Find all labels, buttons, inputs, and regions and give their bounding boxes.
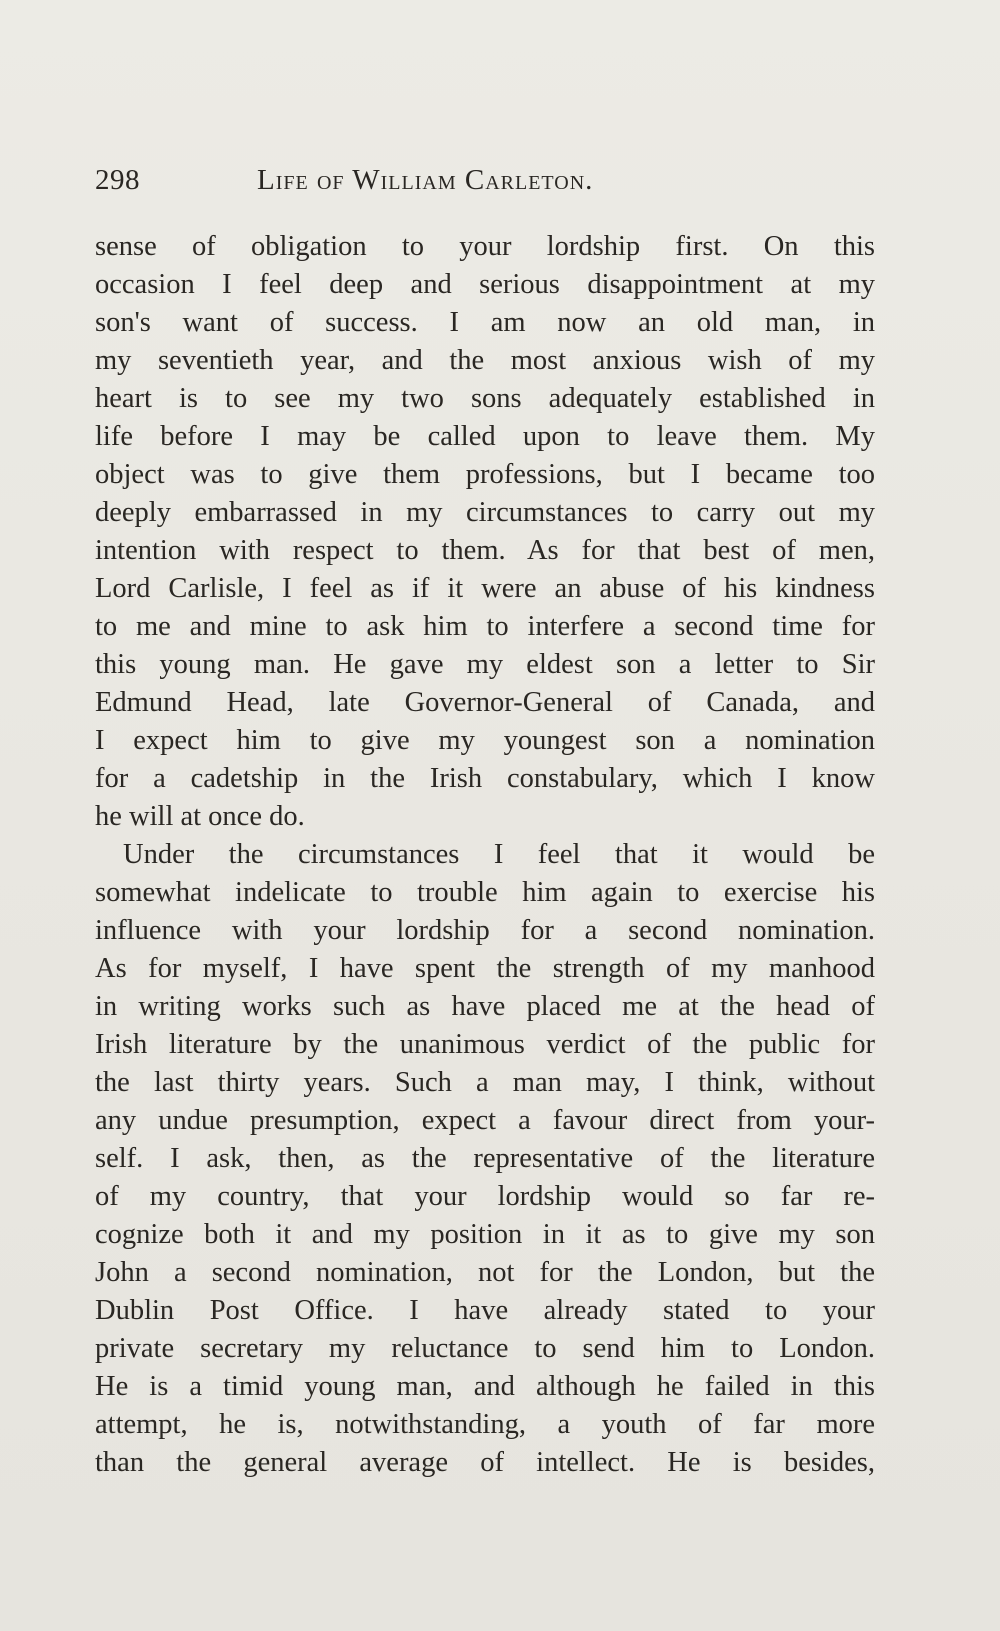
page-number: 298 [95,164,140,196]
text-line: any undue presumption, expect a favour direct from your- [95,1105,875,1136]
text-line: attempt, he is, notwithstanding, a youth of far more [95,1409,875,1440]
text-line: John a second nomination, not for the London, but the [95,1257,875,1288]
text-line: private secretary my reluctance to send him to London. [95,1333,875,1364]
text-line: Lord Carlisle, I feel as if it were an abuse of his kindness [95,573,875,604]
running-title: Life of William Carleton. [257,164,594,196]
text-line: As for myself, I have spent the strength of my manhood [95,953,875,984]
text-line: life before I may be called upon to leave them. My [95,421,875,452]
paragraph-1 [95,228,875,836]
text-line: Under the circumstances I feel that it would be [123,839,875,870]
text-line: to me and mine to ask him to interfere a second time for [95,611,875,642]
running-head [95,164,715,204]
text-line: he will at once do. [95,801,305,832]
text-line: self. I ask, then, as the representative of the literature [95,1143,875,1174]
text-line: my seventieth year, and the most anxious wish of my [95,345,875,376]
text-line: sense of obligation to your lordship first. On this [95,231,875,262]
text-line: Dublin Post Office. I have already stated to your [95,1295,875,1326]
text-line: the last thirty years. Such a man may, I think, without [95,1067,875,1098]
text-line: son's want of success. I am now an old man, in [95,307,875,338]
text-line: in writing works such as have placed me at the head of [95,991,875,1022]
text-line: intention with respect to them. As for that best of men, [95,535,875,566]
text-line: deeply embarrassed in my circumstances to carry out my [95,497,875,528]
text-line: object was to give them professions, but I became too [95,459,875,490]
text-line: of my country, that your lordship would so far re- [95,1181,875,1212]
text-line: heart is to see my two sons adequately established in [95,383,875,414]
paragraph-2 [95,836,875,1482]
text-line: occasion I feel deep and serious disappointment at my [95,269,875,300]
text-line: Irish literature by the unanimous verdict of the public for [95,1029,875,1060]
text-line: influence with your lordship for a second nomination. [95,915,875,946]
text-line: this young man. He gave my eldest son a letter to Sir [95,649,875,680]
text-line: Edmund Head, late Governor-General of Canada, and [95,687,875,718]
text-line: He is a timid young man, and although he failed in this [95,1371,875,1402]
text-line: than the general average of intellect. He is besides, [95,1447,875,1478]
text-line: somewhat indelicate to trouble him again to exercise his [95,877,875,908]
text-line: I expect him to give my youngest son a nomination [95,725,875,756]
text-line: cognize both it and my position in it as to give my son [95,1219,875,1250]
text-line: for a cadetship in the Irish constabulary, which I know [95,763,875,794]
body-text [95,228,875,1482]
